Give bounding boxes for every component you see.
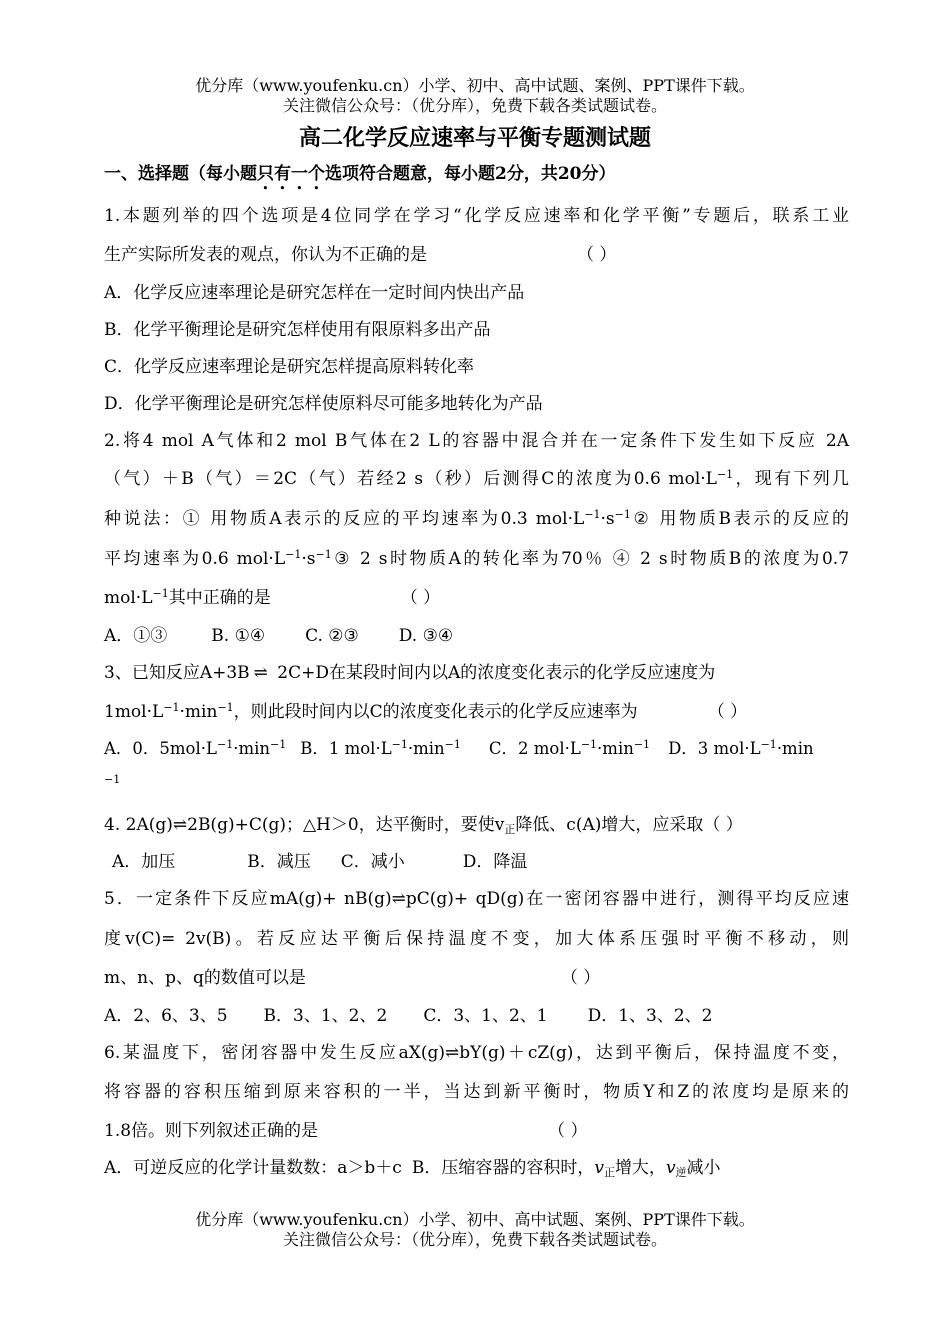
header-line-2: 关注微信公众号：（优分库），免费下载各类试题试卷。: [282, 96, 667, 115]
q1-option-b: B．化学平衡理论是研究怎样使用有限原料多出产品: [104, 320, 491, 340]
q3-option-c: [489, 739, 650, 758]
subscript: 正: [504, 823, 516, 836]
q1-line-2: [104, 243, 849, 267]
text-fragment: D．3 mol·L: [668, 739, 761, 758]
text-fragment: ·min: [407, 739, 445, 758]
text-fragment: C．2 mol·L: [488, 739, 581, 758]
superscript: −1: [163, 701, 180, 714]
answer-paren: （ ）: [707, 702, 748, 722]
q5-options: [104, 1004, 849, 1028]
text-fragment: 生产实际所发表的观点，你认为不正确的是: [104, 245, 427, 265]
q6-option-b: [412, 1158, 721, 1178]
q3-option-b: [300, 739, 461, 758]
q2-option-d: D. ③④: [398, 626, 454, 646]
text-fragment: ② 用物质B表示的反应的: [630, 509, 849, 529]
q3-line-1: [104, 661, 849, 685]
text-fragment: （气）＋B（气）＝2C（气）若经2 s（秒）后测得C的浓度为0.6 mol·L: [104, 469, 717, 489]
superscript: −1: [217, 701, 234, 714]
text-fragment: mol·L: [104, 588, 153, 608]
text-fragment: B．1 mol·L: [300, 739, 392, 758]
emphasis-only-one: 只有一个: [257, 164, 325, 184]
answer-paren: （ ）: [400, 588, 441, 608]
footer-line-2: 关注微信公众号：（优分库），免费下载各类试题试卷。: [282, 1230, 667, 1249]
text-fragment: 1mol·L: [104, 702, 164, 722]
q5-option-d: D．1、3、2、2: [587, 1006, 713, 1026]
q2-line-2: [104, 467, 849, 491]
q1-option-d: D．化学平衡理论是研究怎样使原料尽可能多地转化为产品: [104, 394, 543, 414]
text-fragment: m、n、p、q的数值可以是: [104, 968, 306, 988]
footer-line-1: 优分库（www.youfenku.cn）小学、初中、高中试题、案例、PPT课件下载。: [195, 1210, 755, 1229]
q3-options-tail: −1: [104, 773, 121, 786]
text-fragment: B．压缩容器的容积时，: [411, 1158, 595, 1178]
superscript: −1: [391, 738, 408, 751]
q3-option-a: [104, 739, 286, 758]
q5-option-a: A．2、6、3、5: [104, 1006, 228, 1026]
equilibrium-arrow: ⇌: [253, 663, 268, 683]
q1-option-a: A．化学反应速率理论是研究怎样在一定时间内快出产品: [104, 283, 525, 303]
header-line-1: 优分库（www.youfenku.cn）小学、初中、高中试题、案例、PPT课件下载。: [195, 76, 755, 95]
q2-option-a: A．①③: [104, 626, 168, 646]
superscript: −1: [580, 738, 598, 751]
text-fragment: ，则此段时间内以C的浓度变化表示的化学反应速率为: [233, 702, 638, 722]
text-fragment: 平均速率为0.6 mol·L: [104, 549, 286, 569]
superscript: −1: [584, 508, 601, 521]
superscript: −1: [614, 508, 631, 521]
answer-paren: （ ）: [548, 1121, 588, 1141]
section-heading: [104, 162, 849, 194]
q5-option-b: B．3、1、2、2: [263, 1006, 388, 1026]
equilibrium-arrow: ⇌: [391, 889, 406, 909]
q6-option-a: A．可逆反应的化学计量数数：a＞b＋c: [104, 1158, 402, 1178]
text-fragment: 4. 2A(g): [104, 815, 173, 835]
q2-option-b: B. ①④: [211, 626, 266, 646]
exam-title: 高二化学反应速率与平衡专题测试题: [298, 125, 651, 151]
superscript: −1: [270, 738, 287, 751]
q2-option-c: C. ②③: [305, 626, 359, 646]
text-fragment: v: [665, 1158, 676, 1178]
text-fragment: 降低、c(A)增大，应采取（ ）: [515, 815, 743, 835]
q3-option-d: [668, 739, 814, 758]
text-fragment: ·min: [179, 702, 218, 722]
text-fragment: ③ 2 s时物质A的转化率为70％ ④ 2 s时物质B的浓度为0.7: [331, 549, 849, 569]
q5-line-1: [104, 887, 849, 911]
answer-paren: （ ）: [560, 968, 601, 988]
superscript: −1: [315, 548, 332, 561]
answer-paren: （ ）: [577, 245, 617, 265]
q6-line-3: [104, 1119, 849, 1143]
superscript: −1: [444, 738, 461, 751]
q4-option-c: C．减小: [340, 852, 405, 872]
text-fragment: 减小: [686, 1158, 721, 1178]
superscript: −1: [152, 587, 169, 600]
q3-line-2: [104, 700, 849, 724]
text-fragment: A．0．5mol·L: [104, 739, 217, 758]
superscript: −1: [716, 468, 734, 481]
q6-options: [104, 1156, 849, 1180]
q4-option-d: D．降温: [462, 852, 528, 872]
text-fragment: 选项符合题意，每小题2分，共20分）: [325, 164, 616, 184]
text-fragment: 增大，: [614, 1158, 666, 1178]
q4-option-a: A．加压: [112, 852, 176, 872]
text-fragment: 2B(g)+C(g)；△H＞0，达平衡时，要使v: [187, 815, 505, 835]
text-fragment: 2C+D在某段时间内以A的浓度变化表示的化学反应速度为: [271, 663, 716, 683]
q4-line-1: [104, 813, 849, 837]
q3-options: [104, 737, 849, 761]
superscript: −1: [285, 548, 302, 561]
text-fragment: ·s: [301, 549, 316, 569]
q5-line-2: 度v(C)= 2v(B)。若反应达平衡后保持温度不变，加大体系压强时平衡不移动，则: [104, 929, 849, 949]
q6-line-1: [104, 1041, 849, 1065]
q1-option-c: C．化学反应速率理论是研究怎样提高原料转化率: [104, 357, 475, 377]
q5-option-c: C．3、1、2、1: [423, 1006, 548, 1026]
subscript: 正: [603, 1166, 615, 1179]
superscript: −1: [760, 738, 777, 751]
text-fragment: pC(g)+ qD(g)在一密闭容器中进行，测得平均反应速: [405, 889, 850, 909]
superscript: −1: [633, 738, 651, 751]
q4-option-b: B．减压: [247, 852, 311, 872]
q2-line-1: 2.将4 mol A气体和2 mol B气体在2 L的容器中混合并在一定条件下发生如下反应 2A: [104, 431, 849, 451]
q6-line-2: 将容器的容积压缩到原来容积的一半，当达到新平衡时，物质Y和Z的浓度均是原来的: [104, 1082, 849, 1102]
q5-line-3: [104, 966, 849, 990]
text-fragment: 5．一定条件下反应mA(g)+ nB(g): [104, 889, 392, 909]
text-fragment: ，现有下列几: [733, 469, 850, 489]
q2-line-4: [104, 547, 849, 571]
q2-line-3: [104, 507, 849, 531]
equilibrium-arrow: ⇌: [172, 815, 188, 835]
text-fragment: ·min: [597, 739, 634, 758]
page-header: [0, 76, 950, 116]
text-fragment: 一、选择题（每小题: [104, 164, 257, 184]
text-fragment: 其中正确的是: [168, 588, 271, 608]
q4-options: [112, 850, 857, 874]
text-fragment: ·s: [600, 509, 615, 529]
q2-line-5: [104, 586, 849, 610]
text-fragment: bY(g)＋cZ(g)，达到平衡后，保持温度不变，: [459, 1043, 849, 1063]
text-fragment: 6.某温度下，密闭容器中发生反应aX(g): [104, 1043, 445, 1063]
equilibrium-arrow: ⇌: [444, 1043, 460, 1063]
text-fragment: 1.8倍。则下列叙述正确的是: [104, 1121, 319, 1141]
page-footer: [0, 1210, 950, 1250]
text-fragment: 3、已知反应A+3B: [104, 663, 250, 683]
q1-line-1: 1.本题列举的四个选项是4位同学在学习“化学反应速率和化学平衡”专题后，联系工业: [104, 206, 849, 226]
text-fragment: ·min: [233, 739, 270, 758]
subscript: 逆: [675, 1166, 687, 1179]
text-fragment: 种说法：① 用物质A表示的反应的平均速率为0.3 mol·L: [104, 509, 585, 529]
text-fragment: v: [594, 1158, 604, 1178]
superscript: −1: [216, 738, 234, 751]
text-fragment: ·min: [776, 739, 814, 758]
q2-options: [104, 624, 849, 648]
